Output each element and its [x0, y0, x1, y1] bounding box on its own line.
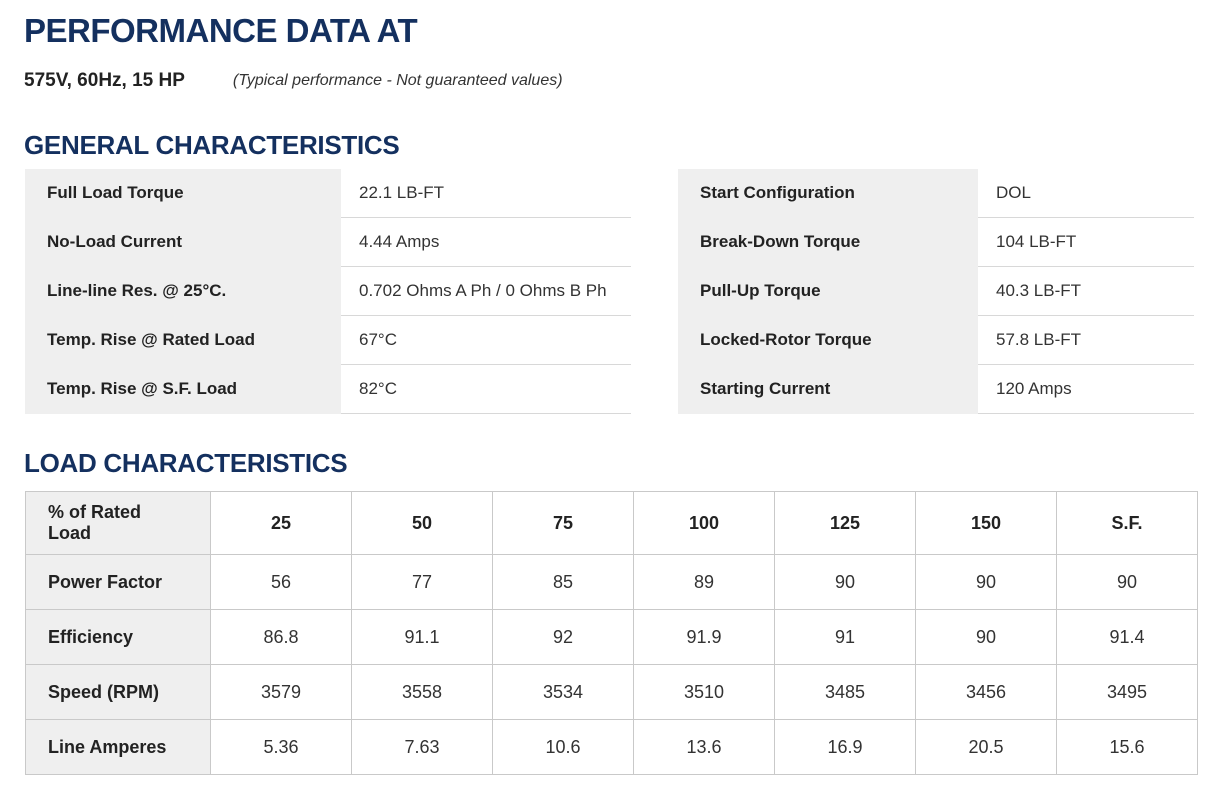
table-cell: 10.6 [493, 720, 634, 775]
load-column-header: 25 [211, 492, 352, 555]
load-characteristics-title: LOAD CHARACTERISTICS [24, 448, 348, 478]
table-row [26, 610, 1198, 665]
characteristic-label: Break-Down Torque [678, 218, 978, 267]
table-cell: 3558 [352, 665, 493, 720]
characteristic-label: Full Load Torque [25, 169, 341, 218]
characteristic-value: 4.44 Amps [341, 218, 631, 267]
spec-line [24, 68, 563, 94]
load-column-header: 50 [352, 492, 493, 555]
characteristic-value: 22.1 LB-FT [341, 169, 631, 218]
characteristic-value: 0.702 Ohms A Ph / 0 Ohms B Ph [341, 267, 631, 316]
table-cell: 85 [493, 555, 634, 610]
table-cell: 56 [211, 555, 352, 610]
characteristic-value: 82°C [341, 365, 631, 414]
row-label: Line Amperes [26, 720, 211, 775]
general-characteristics-left-table [25, 169, 631, 414]
general-characteristics-right-table [678, 169, 1194, 414]
table-cell: 3534 [493, 665, 634, 720]
table-cell: 5.36 [211, 720, 352, 775]
page-title: PERFORMANCE DATA AT [24, 12, 418, 49]
load-column-header: S.F. [1057, 492, 1198, 555]
characteristic-label: Temp. Rise @ S.F. Load [25, 365, 341, 414]
characteristic-label: Temp. Rise @ Rated Load [25, 316, 341, 365]
table-row [26, 555, 1198, 610]
load-column-header: 125 [775, 492, 916, 555]
characteristic-value: DOL [978, 169, 1194, 218]
row-label: Power Factor [26, 555, 211, 610]
row-label: Efficiency [26, 610, 211, 665]
table-row [25, 267, 631, 316]
performance-note: (Typical performance - Not guaranteed values) [232, 72, 563, 89]
table-cell: 90 [916, 610, 1057, 665]
characteristic-value: 67°C [341, 316, 631, 365]
table-row [25, 169, 631, 218]
table-row [678, 365, 1194, 414]
load-column-header: 100 [634, 492, 775, 555]
characteristic-value: 120 Amps [978, 365, 1194, 414]
rated-load-header-line2: Load [48, 523, 91, 543]
table-cell: 3485 [775, 665, 916, 720]
table-cell: 77 [352, 555, 493, 610]
table-row [25, 218, 631, 267]
table-cell: 7.63 [352, 720, 493, 775]
table-row [678, 267, 1194, 316]
characteristic-value: 104 LB-FT [978, 218, 1194, 267]
table-cell: 3456 [916, 665, 1057, 720]
table-cell: 86.8 [211, 610, 352, 665]
characteristic-label: Start Configuration [678, 169, 978, 218]
table-header-row [26, 492, 1198, 555]
table-row [678, 218, 1194, 267]
table-cell: 20.5 [916, 720, 1057, 775]
table-row [25, 316, 631, 365]
characteristic-label: Locked-Rotor Torque [678, 316, 978, 365]
characteristic-label: Pull-Up Torque [678, 267, 978, 316]
general-characteristics-title: GENERAL CHARACTERISTICS [24, 130, 400, 160]
characteristic-value: 40.3 LB-FT [978, 267, 1194, 316]
characteristic-label: Line-line Res. @ 25°C. [25, 267, 341, 316]
characteristic-label: Starting Current [678, 365, 978, 414]
table-row [678, 316, 1194, 365]
characteristic-value: 57.8 LB-FT [978, 316, 1194, 365]
table-cell: 91.9 [634, 610, 775, 665]
table-cell: 92 [493, 610, 634, 665]
table-row [26, 720, 1198, 775]
table-cell: 15.6 [1057, 720, 1198, 775]
table-cell: 89 [634, 555, 775, 610]
row-label: Speed (RPM) [26, 665, 211, 720]
table-cell: 91.4 [1057, 610, 1198, 665]
motor-spec: 575V, 60Hz, 15 HP [24, 70, 185, 91]
rated-load-header-line1: % of Rated [48, 502, 142, 522]
characteristic-label: No-Load Current [25, 218, 341, 267]
table-cell: 3579 [211, 665, 352, 720]
load-column-header: 150 [916, 492, 1057, 555]
table-cell: 3495 [1057, 665, 1198, 720]
load-characteristics-table [25, 491, 1198, 775]
rated-load-header [26, 492, 211, 555]
table-row [26, 665, 1198, 720]
table-row [678, 169, 1194, 218]
load-column-header: 75 [493, 492, 634, 555]
table-cell: 91 [775, 610, 916, 665]
table-row [25, 365, 631, 414]
table-cell: 3510 [634, 665, 775, 720]
table-cell: 13.6 [634, 720, 775, 775]
table-cell: 90 [775, 555, 916, 610]
table-cell: 16.9 [775, 720, 916, 775]
table-cell: 90 [916, 555, 1057, 610]
table-cell: 91.1 [352, 610, 493, 665]
table-cell: 90 [1057, 555, 1198, 610]
